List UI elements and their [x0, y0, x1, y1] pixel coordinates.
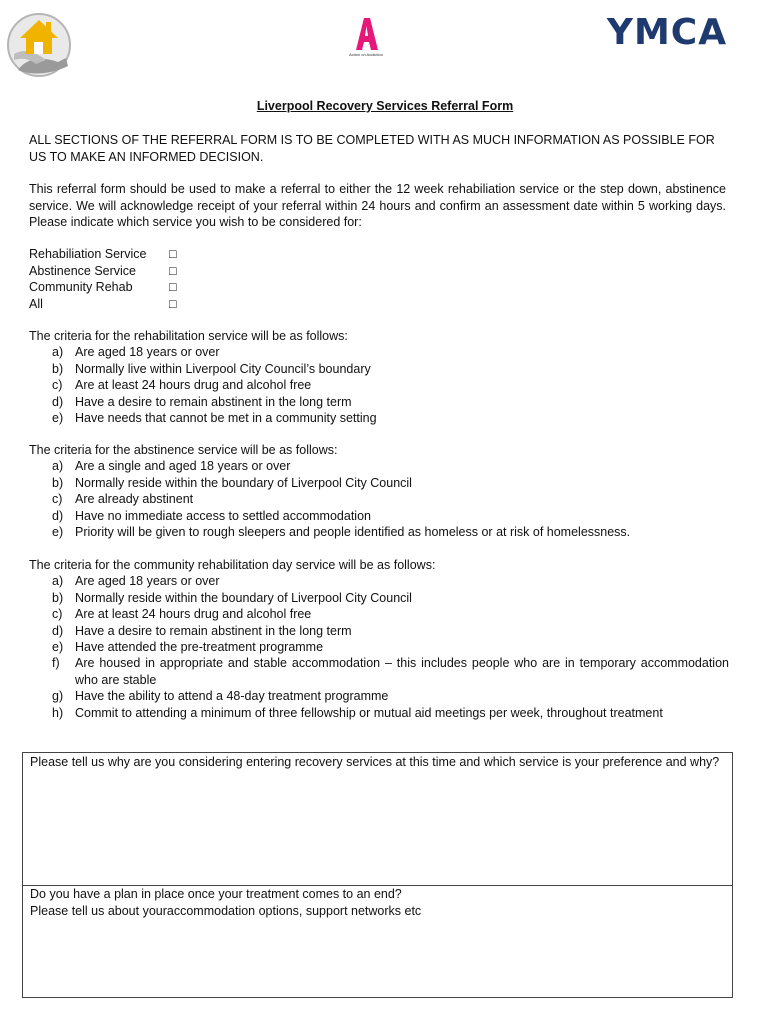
service-checkbox[interactable]: □ [169, 296, 177, 311]
list-item [29, 491, 729, 507]
a-letter-icon [340, 12, 392, 52]
service-option-rehabiliation [29, 246, 199, 263]
list-marker: a) [52, 459, 64, 474]
list-marker: d) [52, 623, 64, 638]
list-marker: e) [52, 640, 64, 655]
service-option-abstinence [29, 263, 199, 280]
list-text: Have needs that cannot be met in a community setting [75, 411, 377, 426]
list-marker: a) [52, 345, 64, 360]
list-marker: c) [52, 378, 63, 393]
list-marker: b) [52, 475, 64, 490]
list-marker: b) [52, 361, 64, 376]
list-marker: d) [52, 508, 64, 523]
list-item [29, 655, 729, 688]
list-item [29, 590, 729, 606]
list-text: Are aged 18 years or over [75, 574, 220, 589]
list-marker: g) [52, 689, 64, 704]
svg-text:YMCA: YMCA [606, 12, 728, 50]
list-text: Have attended the pre-treatment programme [75, 640, 324, 655]
list-item [29, 458, 729, 474]
question-reason: Please tell us why are you considering entering recovery services at this time and which service is your preference and why? [30, 755, 720, 769]
action-on-addiction-logo [340, 12, 392, 60]
list-item [29, 606, 729, 622]
list-item [29, 573, 729, 589]
list-text: Are at least 24 hours drug and alcohol free [75, 378, 312, 393]
intro-text: This referral form should be used to make a referral to either the 12 week rehabiliation service or the step down, abstinence service. We will acknowledge receipt of your referral within 24 hours and confirm an assessment date within 5 working days. Please indicate which service you wish to be considered for: [29, 182, 726, 229]
list-text: Have no immediate access to settled accommodation [75, 508, 371, 523]
list-marker: e) [52, 411, 64, 426]
questions-table [22, 752, 733, 998]
list-item [29, 377, 729, 393]
list-text: Have a desire to remain abstinent in the long term [75, 394, 352, 409]
service-label: Abstinence Service [29, 263, 137, 278]
list-marker: c) [52, 492, 63, 507]
service-label: All [29, 296, 43, 311]
service-checkbox[interactable]: □ [169, 280, 177, 294]
service-label: Rehabiliation Service [29, 247, 147, 261]
list-text: Are at least 24 hours drug and alcohol free [75, 607, 312, 622]
list-marker: a) [52, 574, 64, 589]
service-label: Community Rehab [29, 280, 133, 294]
list-item [29, 344, 729, 360]
list-text: Commit to attending a minimum of three fellowship or mutual aid meetings per week, throughout treatment [75, 705, 663, 720]
list-text: Normally reside within the boundary of Liverpool City Council [75, 475, 412, 490]
list-item [29, 524, 729, 540]
list-item [29, 639, 729, 655]
house-logo-icon [6, 12, 72, 78]
list-item [29, 623, 729, 639]
list-marker: f) [52, 656, 60, 671]
list-item [29, 508, 729, 524]
list-text: Are housed in appropriate and stable accommodation – this includes people who are in temporary accommodation who are stable [75, 656, 729, 687]
page-title: Liverpool Recovery Services Referral Form [256, 99, 514, 113]
criteria-community-rehabilitation [29, 557, 729, 721]
list-item [29, 688, 729, 704]
list-text: Are a single and aged 18 years or over [75, 459, 291, 474]
service-checkbox[interactable]: □ [169, 247, 177, 261]
logo-tagline: Action on Addiction [348, 52, 384, 57]
list-item [29, 410, 729, 426]
list-item [29, 361, 729, 377]
list-text: Priority will be given to rough sleepers and people identified as homeless or at risk of homelessness. [75, 525, 631, 540]
question-plan-line2: Please tell us about youraccommodation options, support networks etc [30, 903, 422, 918]
criteria-rehabilitation [29, 328, 729, 426]
list-text: Are already abstinent [75, 492, 194, 507]
service-options [29, 246, 199, 312]
list-marker: c) [52, 607, 63, 622]
list-item [29, 475, 729, 491]
list-marker: e) [52, 525, 64, 540]
list-text: Normally reside within the boundary of Liverpool City Council [75, 590, 412, 605]
list-marker: h) [52, 705, 64, 720]
question-plan [30, 886, 726, 919]
list-marker: d) [52, 394, 64, 409]
ymca-wordmark-icon [600, 10, 734, 50]
list-item [29, 394, 729, 410]
service-checkbox[interactable]: □ [169, 263, 177, 278]
intro-caps: ALL SECTIONS OF THE REFERRAL FORM IS TO BE COMPLETED WITH AS MUCH INFORMATION AS POSSIBLE FOR US TO MAKE AN INFORMED DECISION. [29, 133, 715, 164]
house-hands-logo [6, 12, 72, 78]
criteria-heading: The criteria for the community rehabilitation day service will be as follows: [29, 558, 436, 572]
list-text: Have the ability to attend a 48-day treatment programme [75, 689, 389, 704]
list-item [29, 705, 729, 721]
criteria-abstinence [29, 442, 729, 540]
list-text: Are aged 18 years or over [75, 345, 220, 360]
question-plan-line1: Do you have a plan in place once your treatment comes to an end? [30, 887, 402, 901]
criteria-heading: The criteria for the rehabilitation service will be as follows: [29, 329, 348, 343]
list-marker: b) [52, 590, 64, 605]
ymca-logo [600, 10, 734, 50]
service-option-all [29, 296, 199, 313]
service-option-community [29, 279, 199, 296]
list-text: Have a desire to remain abstinent in the long term [75, 623, 352, 638]
list-text: Normally live within Liverpool City Council’s boundary [75, 361, 371, 376]
criteria-heading: The criteria for the abstinence service will be as follows: [29, 443, 338, 457]
